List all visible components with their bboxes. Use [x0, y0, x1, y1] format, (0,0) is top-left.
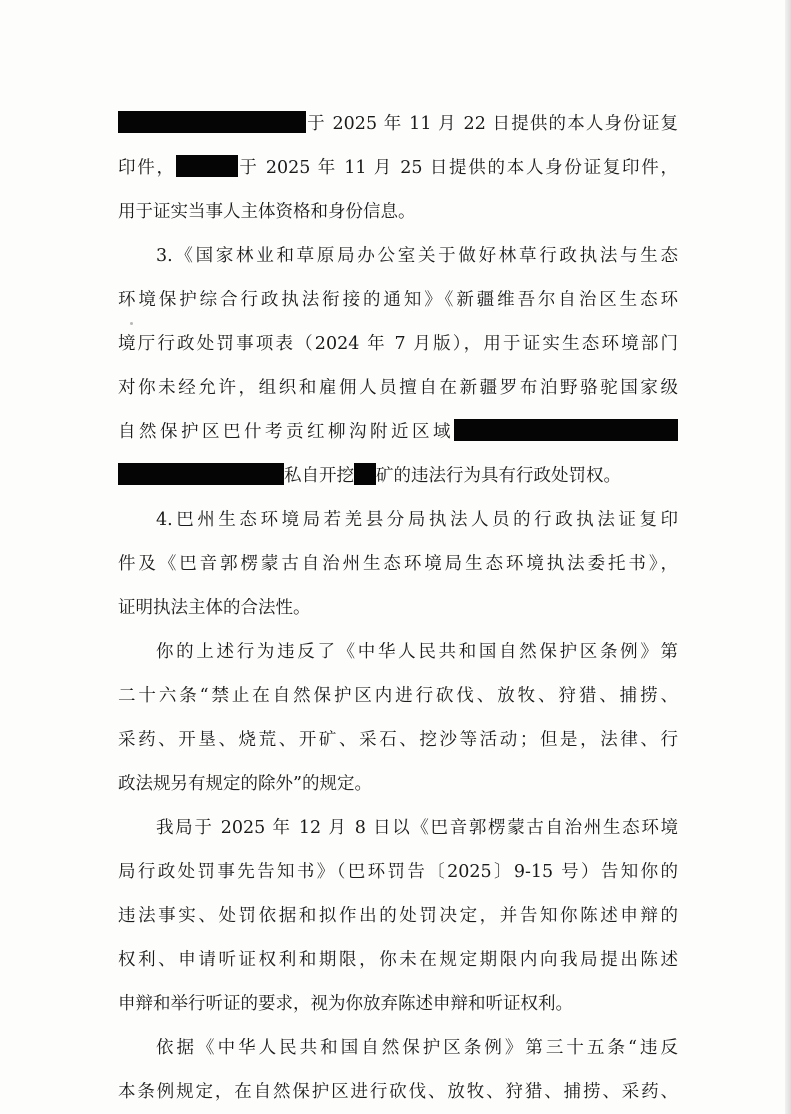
text-line: 环境保护综合行政执法衔接的通知》《新疆维吾尔自治区生态环 [118, 290, 678, 310]
text-line: 违法事实、处罚依据和拟作出的处罚决定，并告知你陈述申辩的 [118, 906, 678, 926]
text-line: 印件， 于 2025 年 11 月 25 日提供的本人身份证复印件， [118, 146, 678, 190]
text-line: 依据《中华人民共和国自然保护区条例》第三十五条“违反 [156, 1038, 678, 1058]
document-page [118, 102, 678, 1114]
text-line: 私自开挖 矿的违法行为具有行政处罚权。 [118, 454, 678, 498]
text-line: 件及《巴音郭楞蒙古自治州生态环境局生态环境执法委托书》， [118, 554, 678, 574]
text-line: 局行政处罚事先告知书》（巴环罚告〔2025〕9-15 号）告知你的 [118, 862, 678, 882]
text-line: 采药、开垦、烧荒、开矿、采石、挖沙等活动；但是，法律、行 [118, 730, 678, 750]
text-line: 自然保护区巴什考贡红柳沟附近区域 [118, 410, 678, 454]
redaction-block [176, 155, 238, 177]
redaction-block [118, 463, 284, 485]
text-line: 申辩和举行听证的要求，视为你放弃陈述申辩和听证权利。 [118, 994, 573, 1014]
text-line: 权利、申请听证权利和期限，你未在规定期限内向我局提出陈述 [118, 950, 678, 970]
text-line: 政法规另有规定的除外”的规定。 [118, 774, 372, 794]
redaction-block [454, 419, 678, 441]
page-edge [785, 0, 791, 1114]
text-line: 4.巴州生态环境局若羌县分局执法人员的行政执法证复印 [156, 510, 678, 530]
text-line: 境厅行政处罚事项表（2024 年 7 月版），用于证实生态环境部门 [118, 334, 678, 354]
text-line: 3.《国家林业和草原局办公室关于做好林草行政执法与生态 [156, 246, 678, 266]
redaction-block [118, 111, 306, 133]
text-line: 你的上述行为违反了《中华人民共和国自然保护区条例》第 [156, 642, 678, 662]
text-line: 于 2025 年 11 月 22 日提供的本人身份证复 [118, 102, 678, 146]
redaction-block [354, 463, 376, 485]
text-line: 证明执法主体的合法性。 [118, 598, 311, 618]
text-line: 用于证实当事人主体资格和身份信息。 [118, 202, 416, 222]
text-line: 我局于 2025 年 12 月 8 日以《巴音郭楞蒙古自治州生态环境 [156, 818, 678, 838]
text-line: 对你未经允许，组织和雇佣人员擅自在新疆罗布泊野骆驼国家级 [118, 378, 678, 398]
text-line: 二十六条“禁止在自然保护区内进行砍伐、放牧、狩猎、捕捞、 [118, 686, 678, 706]
text-line: 本条例规定，在自然保护区进行砍伐、放牧、狩猎、捕捞、采药、 [118, 1082, 678, 1102]
